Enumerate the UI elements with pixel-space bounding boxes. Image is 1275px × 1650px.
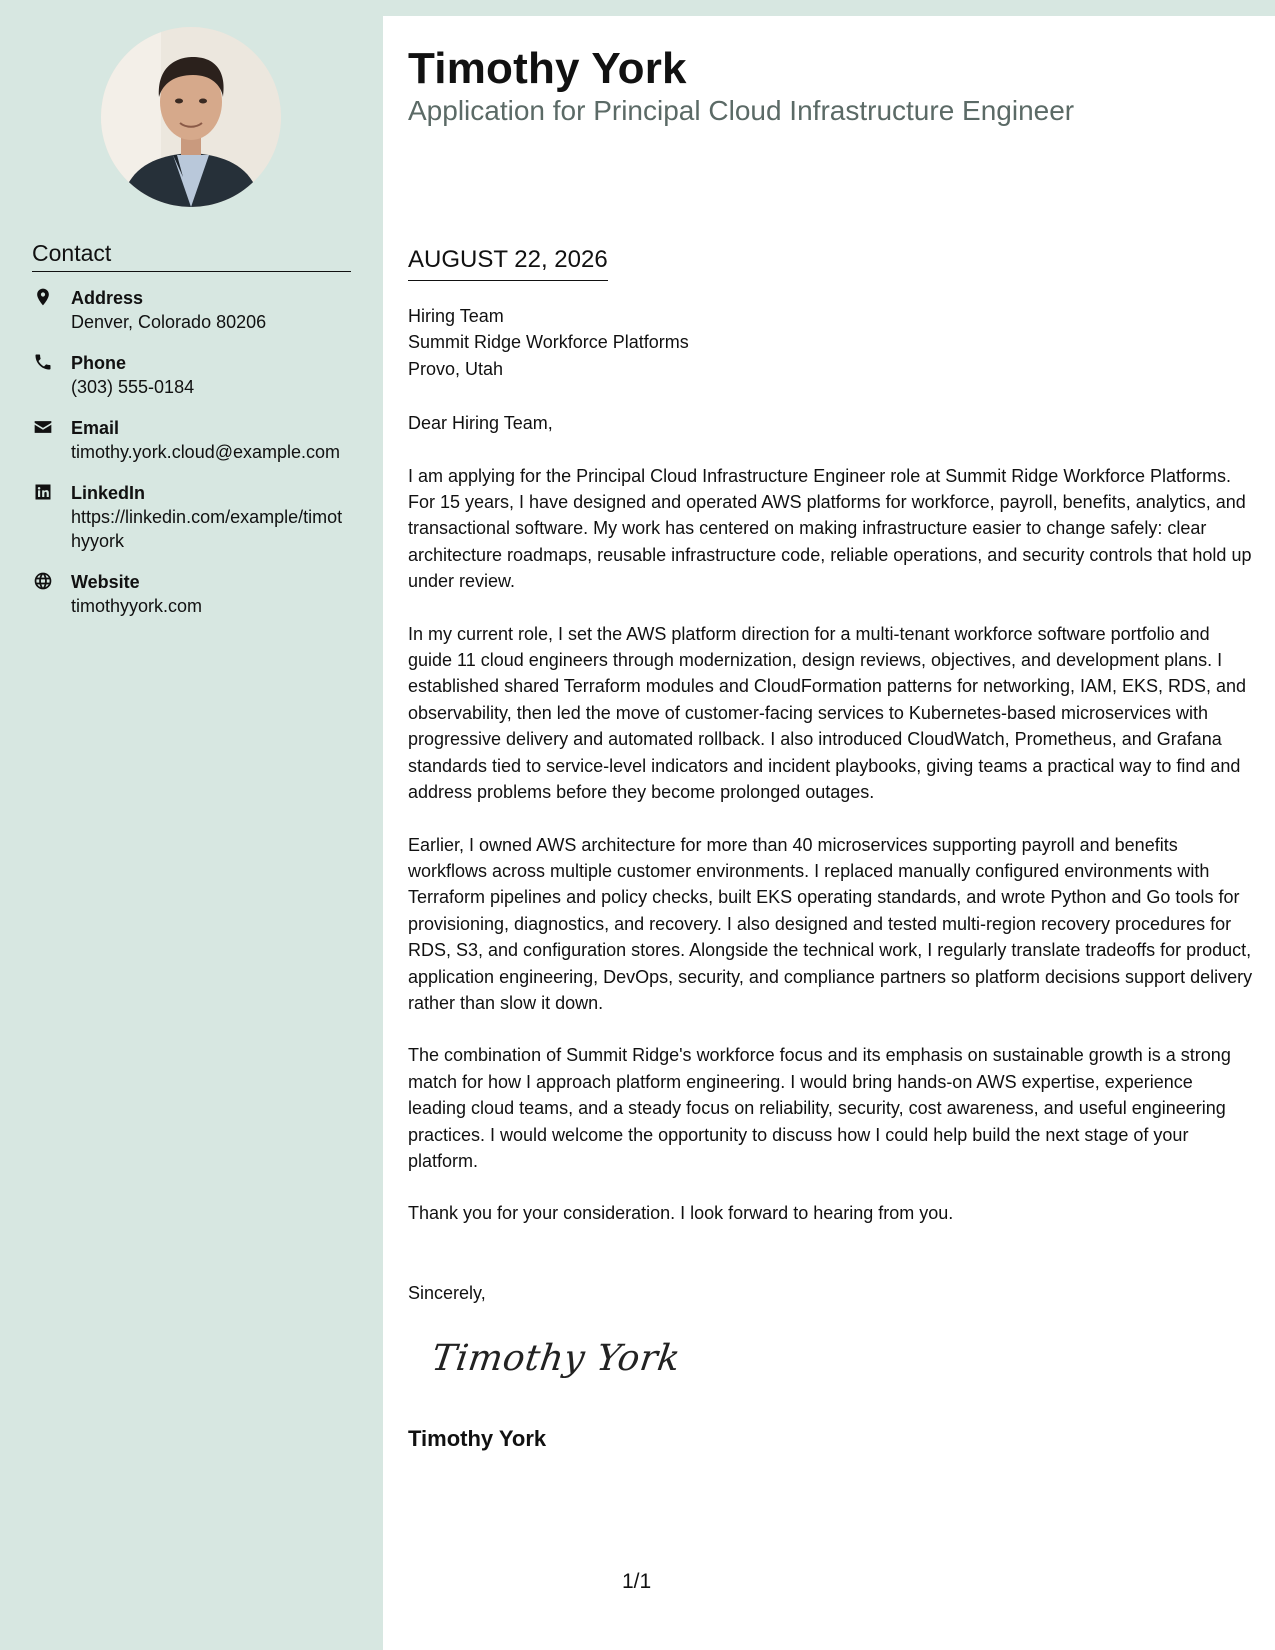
recipient-line: Hiring Team	[408, 306, 504, 326]
recipient-line: Summit Ridge Workforce Platforms	[408, 332, 689, 353]
contact-label: Address	[71, 288, 144, 308]
application-subtitle: Application for Principal Cloud Infrastructure Engineer	[408, 95, 1075, 126]
map-pin-icon	[32, 286, 54, 308]
contact-item-address	[32, 286, 352, 334]
contact-item-website	[32, 570, 352, 618]
linkedin-link[interactable]: https://linkedin.com/example/timothyyork	[71, 507, 343, 551]
envelope-icon	[32, 416, 54, 438]
closing: Sincerely,	[408, 1283, 486, 1303]
page-number: 1/1	[622, 1570, 652, 1593]
contact-label: Website	[71, 572, 140, 592]
recipient-block	[408, 303, 1253, 382]
address-value: Denver, Colorado 80206	[71, 312, 267, 332]
linkedin-icon	[32, 481, 54, 503]
contact-item-linkedin	[32, 481, 352, 553]
handwritten-signature: Timothy York	[429, 1338, 683, 1379]
letter-body	[408, 303, 1253, 1227]
phone-icon	[32, 351, 54, 373]
globe-icon	[32, 570, 54, 592]
paragraph: In my current role, I set the AWS platform direction for a multi-tenant workforce software portfolio and guide 11 cloud engineers through modernization, design reviews, objectives, and development plans. I established shared Terraform modules and CloudFormation patterns for networking, IAM, EKS, RDS, and observability, then led the move of customer-facing services to Kubernetes-based microservices with progressive delivery and automated rollback. I also introduced CloudWatch, Prometheus, and Grafana standards tied to service-level indicators and incident playbooks, giving teams a practical way to find and address problems before they become prolonged outages.	[408, 623, 1247, 803]
contact-label: Phone	[71, 353, 127, 373]
contact-heading: Contact	[32, 240, 351, 272]
paragraph: Thank you for your consideration. I look forward to hearing from you.	[408, 1203, 954, 1224]
recipient-line: Provo, Utah	[408, 358, 504, 379]
contact-label: Email	[71, 418, 120, 438]
website-link[interactable]: timothyyork.com	[71, 596, 203, 616]
signed-name: Timothy York	[408, 1426, 547, 1451]
contact-label: LinkedIn	[71, 483, 146, 503]
contact-list	[32, 286, 352, 635]
paragraph: The combination of Summit Ridge's workforce focus and its emphasis on sustainable growth is a strong match for how I approach platform engineering. I would bring hands-on AWS expertise, experience leading cloud teams, and a steady focus on reliability, security, cost awareness, and useful engineering practices. I would welcome the opportunity to discuss how I could help build the next stage of your platform.	[408, 1045, 1231, 1171]
salutation: Dear Hiring Team,	[408, 413, 553, 434]
person-portrait-photo	[101, 27, 281, 207]
applicant-name: Timothy York	[408, 44, 687, 93]
contact-item-email	[32, 416, 352, 464]
phone-value: (303) 555-0184	[71, 377, 195, 397]
paragraph: Earlier, I owned AWS architecture for more than 40 microservices supporting payroll and benefits workflows across multiple customer environments. I replaced manually configured environments with Terraform pipelines and policy checks, built EKS operating standards, and wrote Python and Go tools for provisioning, diagnostics, and recovery. I also designed and tested multi-region recovery procedures for RDS, S3, and configuration stores. Alongside the technical work, I regularly translate tradeoffs for product, application engineering, DevOps, security, and compliance partners so platform decisions support delivery rather than slow it down.	[408, 834, 1253, 1013]
contact-item-phone	[32, 351, 352, 399]
email-link[interactable]: timothy.york.cloud@example.com	[71, 442, 341, 462]
profile-photo	[101, 27, 281, 207]
letter-date: AUGUST 22, 2026	[408, 246, 608, 281]
sidebar	[0, 0, 383, 1650]
paragraph: I am applying for the Principal Cloud Infrastructure Engineer role at Summit Ridge Workforce Platforms. For 15 years, I have designed and operated AWS platforms for workforce, payroll, benefits, analytics, and transactional software. My work has centered on making infrastructure easier to change safely: clear architecture roadmaps, reusable infrastructure code, reliable operations, and security controls that hold up under review.	[408, 465, 1252, 592]
